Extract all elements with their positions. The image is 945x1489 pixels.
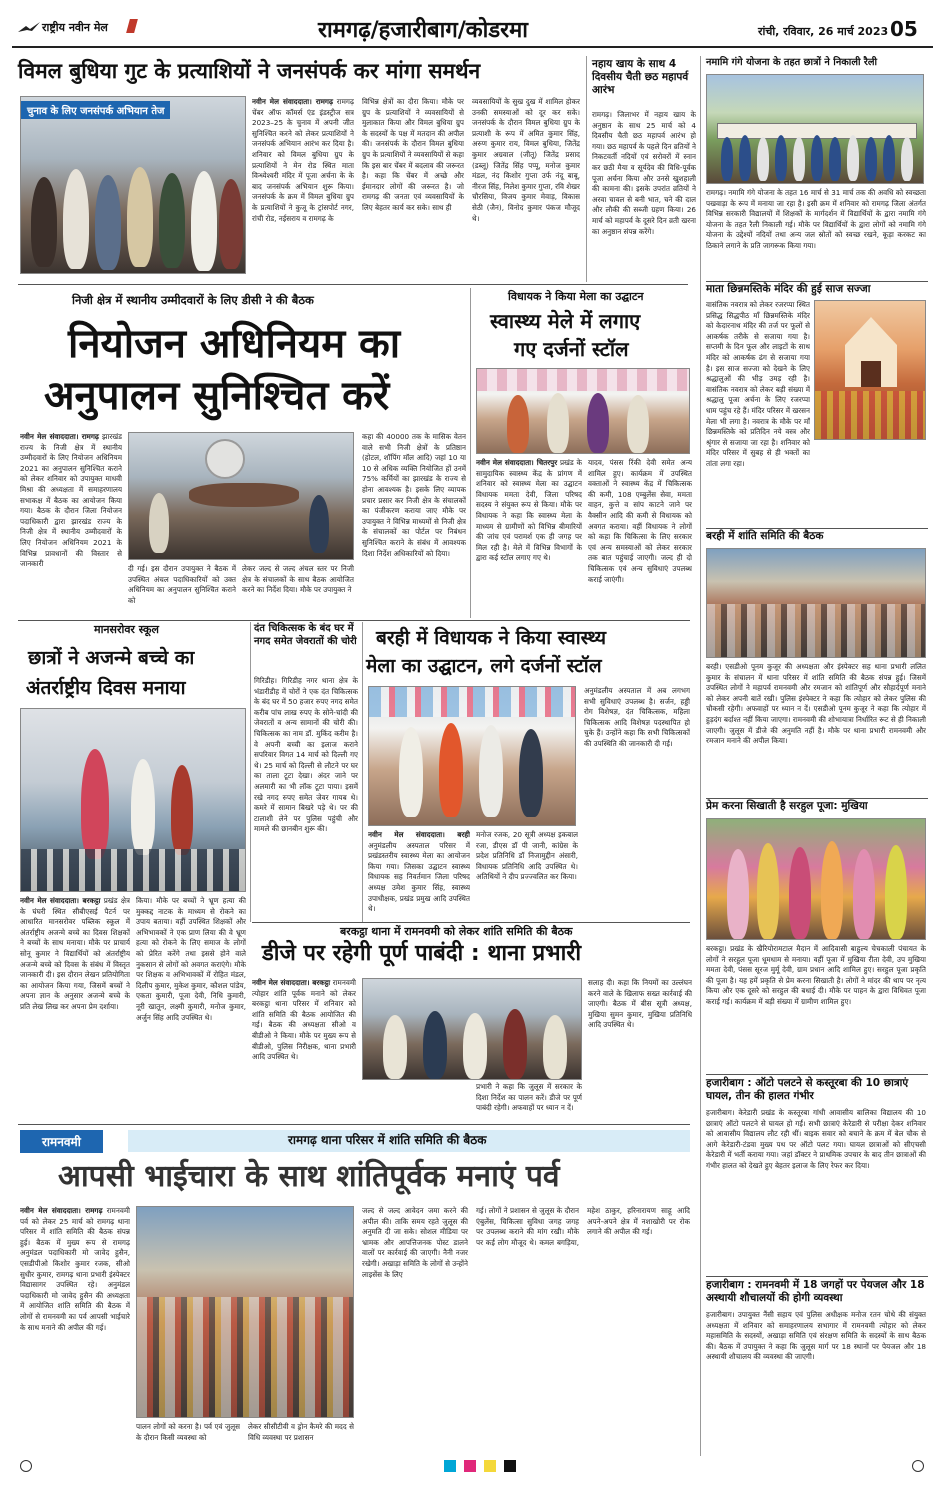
- story7-photo: [20, 708, 246, 892]
- story4-headline: माता छिन्नमस्तिके मंदिर की हुई साज सज्जा: [706, 283, 871, 295]
- story5-photo: [128, 432, 354, 560]
- registration-mark-icon: [912, 1460, 924, 1472]
- story6-kicker: विधायक ने किया मेला का उद्घाटन: [508, 290, 644, 303]
- story5-byline: नवीन मेल संवाददाता। रामगढ़: [20, 432, 99, 441]
- story1-byline: नवीन मेल संवाददाता। रामगढ़: [252, 97, 334, 106]
- page-number: 05: [890, 17, 918, 41]
- story12-byline: नवीन मेल संवाददाता। बरकट्ठा: [252, 978, 331, 987]
- story6-col2: यादव, पंसस रिंकी देवी समेत अन्य शामिल हुए। कार्यक्रम में उपस्थित वक्ताओं ने स्वास्थ्य केंद्र में चिकित्सक की कमी, 108 एम्बुलेंस सेवा, ममता वाहन, कुत्ते व सांप काटने जाने पर वैक्सीन आदि की कमी से विधायक को अवगत कराया। वहीं विधायक ने लोगों को कहा कि चिकित्सा के लिए सरकार एवं अन्य समस्याओं को लेकर सरकार तक बात पहुंचाई जाएगी। जल्द ही दो चिकित्सक एवं अन्य सुविधाएं उपलब्ध कराई जाएंगी।: [588, 458, 692, 584]
- story4-body-more: [706, 444, 926, 524]
- story5-headline-line1: नियोजन अधिनियम का: [68, 321, 401, 367]
- story5-col1: नवीन मेल संवाददाता। रामगढ़ झारखंड राज्य के निजी क्षेत्र में स्थानीय उम्मीदवारों के लिए नियोजन अधिनियम 2021 का अनुपालन सुनिश्चित कराने को लेकर शनिवार को उपायुक्त माधवी मिश्रा की अध्यक्षता में समाहरणालय सभाकक्ष में बैठक का आयोजन किया गया। बैठक के दौरान जिला नियोजन पदाधिकारी द्वारा झारखंड राज्य के निजी क्षेत्र में स्थानीय उम्मीदवारों के लिए नियोजन अधिनियम 2021 के विभिन्न प्रावधानों की विस्तार से जानकारी: [20, 432, 122, 569]
- masthead-rule: [12, 46, 933, 48]
- black-swatch: [504, 1460, 516, 1472]
- story12-headline: डीजे पर रहेगी पूर्ण पाबंदी : थाना प्रभारी: [262, 941, 582, 966]
- story2-body: रामगढ़। जिलाभर में नहाय खाय के अनुष्ठान के साथ 25 मार्च को 4 दिवसीय चैती छठ महापर्व आरंभ हो गया। छठ महापर्व के पहले दिन व्रतियों ने निकटवर्ती नदियों एवं सरोवरों में स्नान कर छठी मैया व सूर्यदेव की विधि-पूर्वक पूजा अर्चना किया और उनसे खुशहाली की कामना की। इसके उपरांत व्रतियों ने अरवा चावल से बनी भात, चने की दाल और लौकी की सब्जी ग्रहण किया। 26 मार्च को महापर्व के दूसरे दिन व्रती खरना का अनुष्ठान संपन्न करेंगे।: [592, 110, 696, 236]
- story14-body: हजारीबाग। उपायुक्त नैंसी सहाय एवं पुलिस अधीक्षक मनोज रतन चोथे की संयुक्त अध्यक्षता में शनिवार को समाहरणालय सभागार में रामनवमी त्योहार को लेकर महासमिति के सदस्यों, अखाड़ा समिति एवं संरक्षण समिति के सदस्यों के साथ बैठक की। बैठक में उपायुक्त ने कहा कि जुलूस मार्ग पर 18 स्थानों पर पेयजल और 18 अस्थायी शौचालय की व्यवस्था की जाएगी।: [706, 1310, 926, 1362]
- story1-col2: विभिन्न क्षेत्रों का दौरा किया। मौके पर ग्रुप के प्रत्याशियों ने व्यवसायियों से मुलाकात किया और विमल बुधिया ग्रुप के सदस्यों के पक्ष में मतदान की अपील की। जनसंपर्क के दौरान विमल बुधिया ग्रुप के प्रत्याशियों ने व्यवसायियों से कहा कि इस बार चेंबर में बदलाव की जरूरत है। कहा कि चेंबर में अच्छे और ईमानदार लोगों की जरूरत है। जो रामगढ़ की जनता एवं व्यवसायियों के लिए बेहतर कार्य कर सके। साथ ही: [362, 97, 464, 212]
- story10-photo: [706, 548, 926, 658]
- story15-kicker: रामगढ़ थाना परिसर में शांति समिति की बैठक: [288, 1133, 487, 1147]
- story12-col1: नवीन मेल संवाददाता। बरकट्ठा रामनवमी त्योहार शांति पूर्वक मनाने को लेकर बरकट्ठा थाना परिसर में शनिवार को शांति समिति की बैठक आयोजित की गई। बैठक की अध्यक्षता सीओ व बीडीओ ने किया। मौके पर मुख्य रूप से बीडीओ, पुलिस निरीक्षक, थाना प्रभारी आदि उपस्थित थे।: [252, 978, 356, 1062]
- story1-headline: विमल बुधिया गुट के प्रत्याशियों ने जनसंपर्क कर मांगा समर्थन: [18, 59, 481, 83]
- story15-col5: गई। लोगों ने प्रशासन से जुलूस के दौरान एंबुलेंस, चिकित्सा सुविधा जगह जगह पर उपलब्ध कराने की मांग रखी। मौके पर कई लोग मौजूद थे। कमल बगड़िया, महेश ठाकुर, हरिनारायण साहू आदि अपने-अपने क्षेत्र में नशाखोरी पर रोक लगाने की अपील की गई।: [476, 1206, 690, 1247]
- story9-col1: नवीन मेल संवाददाता। बरही अनुमंडलीय अस्पताल परिसर में प्रखंडस्तरीय स्वास्थ्य मेला का आयोजन किया गया। जिसका उद्घाटन स्वास्थ्य विधायक सह निवर्तमान जिला परिषद अध्यक्ष उमेश कुमार सिंह, स्वास्थ्य उपाधीक्षक, प्रखंड प्रमुख आदि उपस्थित थे।: [368, 830, 470, 914]
- story9-byline: नवीन मेल संवाददाता। बरही: [368, 830, 470, 839]
- story7-kicker: मानसरोवर स्कूल: [94, 623, 159, 636]
- story7-byline: नवीन मेल संवाददाता। बरकट्ठा: [20, 896, 101, 905]
- story15-col3: लेकर सीसीटीवी व ड्रोन कैमरे की मदद से विधि व्यवस्था पर प्रशासन: [248, 1422, 354, 1442]
- story15-photo: [136, 1206, 354, 1418]
- story4-photo: [814, 300, 926, 440]
- story5-col4: कहा की 40000 तक के मासिक वेतन वाले सभी निजी क्षेत्रों के प्रतिष्ठान (होटल, शॉपिंग मॉल आदि) जहां 10 या 10 से अधिक व्यक्ति नियोजित हों उनमें 75% कर्मियों का झारखंड के राज्य से होना आवश्यक है। इसके लिए व्यापक प्रचार प्रसार कर निजी क्षेत्र के संचालकों का पंजीकरण कराया जाए मौके पर उपायुक्त ने विभिन्न माध्यमों से निजी क्षेत्र के संचालकों का पोर्टल पर निबंधन सुनिश्चित कराने के संबंध में आवश्यक दिशा निर्देश अधिकारियों को दिया।: [362, 432, 466, 558]
- story9-photo: [368, 686, 576, 826]
- story15-col4: जल्द से जल्द आवेदन जमा करने की अपील की। ताकि समय रहते जुलूस की अनुमति दी जा सके। सोशल मीडिया पर भ्रामक और आपत्तिजनक पोस्ट डालने वालों पर कार्रवाई की जाएगी। नैनी नजर रखेगी। अखाड़ा समिति के लोगों से उन्होंने लाइसेंस के लिए: [362, 1206, 468, 1279]
- story13-headline: हजारीबाग : ऑटो पलटने से कस्तूरबा की 10 छात्राएं घायल, तीन की हालत गंभीर: [706, 1077, 909, 1102]
- story12-photo: [362, 978, 582, 1080]
- story1-col3: व्यवसायियों के सुख दुख में शामिल होकर उनकी समस्याओं को दूर कर सके। जनसंपर्क के दौरान विमल बुधिया ग्रुप के प्रत्याशी के रूप में अमित कुमार सिंह, अरुण कुमार राय, विमल बुधिया, जितेंद्र कुमार अग्रवाल (जीतू) जितेंद्र प्रसाद (डब्लू) जितेंद्र सिंह पप्पू, मनोज कुमार मंडल, नंद किशोर गुप्ता उर्फ नंदू बाबू, नीरज सिंह, निलेश कुमार गुप्ता, रवि शेखर चौरसिया, विजय कुमार मेवाड़, विकास सेठी (जैन), विनोद कुमार पंकज मौजूद थे।: [472, 97, 580, 223]
- story12-col3: सलाह दी। कहा कि नियमों का उल्लंघन करने वाले के खिलाफ सख्त कार्रवाई की जाएगी। बैठक में बीस सूत्री अध्यक्ष, मुखिया सुमन कुमार, मुखिया प्रतिनिधि आदि उपस्थित थे।: [588, 978, 692, 1030]
- story6-headline-line1: स्वास्थ्य मेले में लगाए: [490, 309, 641, 333]
- story11-photo: [706, 818, 926, 940]
- story6-col1: नवीन मेल संवाददाता। चितरपुर प्रखंड के सामुदायिक स्वास्थ्य केंद्र के प्रांगण में शनिवार को स्वास्थ्य मेला का उद्घाटन विधायक ममता देवी, जिला परिषद सदस्य ने संयुक्त रूप से किया। मौके पर विधायक ने कहा कि स्वास्थ्य मेला के माध्यम से ग्रामीणों को विभिन्न बीमारियों की जांच एवं परामर्श एक ही जगह पर मिल रही है। मेले में विभिन्न विभागों के द्वारा कई स्टॉल लगाए गए थे।: [476, 458, 582, 563]
- story5-headline-line2: अनुपालन सुनिश्चित करें: [44, 373, 390, 419]
- story8-body: गिरिडीह। गिरिडीह नगर थाना क्षेत्र के भंडारीडीह में चोरों ने एक दंत चिकित्सक के बंद घर में 50 हजार रुपए नगद समेत करीब पांच लाख रुपए के सोने-चांदी की जेवरातों व अन्य सामानों की चोरी की। चिकित्सक का नाम डॉ. मुकिंद करीम है। वे अपनी बच्ची का इलाज कराने सपरिवार विगत 14 मार्च को दिल्ली गए थे। 25 मार्च को दिल्ली से लौटने पर घर का ताला टूटा देखा। अंदर जाने पर अलमारी का भी लॉक टूटा पाया। इसमें रखे नगद रुपए समेत जेवर गायब थे। कमरे में सामान बिखरे पड़े थे। पर की टालाशी लेने पर पुलिस पहुंची और मामले की छानबीन शुरू की।: [254, 676, 358, 834]
- story10-headline: बरही में शांति समिति की बैठक: [706, 530, 824, 542]
- magenta-swatch: [464, 1460, 476, 1472]
- story15-tag: रामनवमी: [20, 1130, 103, 1153]
- story9-headline-line2: मेला का उद्घाटन, लगे दर्जनों स्टॉल: [366, 655, 602, 677]
- masthead: [0, 0, 945, 48]
- story11-headline: प्रेम करना सिखाती है सरहुल पूजा: मुखिया: [706, 800, 868, 812]
- dateline: रांची, रविवार, 26 मार्च 2023: [758, 25, 889, 38]
- story5-kicker: निजी क्षेत्र में स्थानीय उम्मीदवारों के लिए डीसी ने की बैठक: [72, 293, 314, 307]
- story1-photo: [20, 96, 246, 274]
- story15-headline: आपसी भाईचारा के साथ शांतिपूर्वक मनाएं पर्व: [58, 1159, 560, 1194]
- brand-name: राष्ट्रीय नवीन मेल: [42, 21, 108, 34]
- story15-byline: नवीन मेल संवाददाता। रामगढ़: [20, 1206, 103, 1215]
- story7-col1: नवीन मेल संवाददाता। बरकट्ठा प्रखंड क्षेत्र के घंघरी स्थित सीबीएसई पैटर्न पर आधारित मानसरोवर पब्लिक स्कूल में अंतर्राष्ट्रीय अजन्मे बच्चे का दिवस शिक्षकों ने बच्चों के साथ मनाया। मौके पर प्राचार्य सोनू कुमार ने विद्यार्थियों को अंतर्राष्ट्रीय अजन्मे बच्चे को दिवस के संबंध में विस्तृत जानकारी दी। इस दौरान लेखन प्रतियोगिता का आयोजन किया गया, जिसमें बच्चों ने अपना ज्ञान के अनुसार अजन्मे बच्चे के प्रति लेख लिख कर अपना प्रेम दर्शाया।: [20, 896, 130, 1011]
- story6-photo: [476, 368, 690, 454]
- story3-headline: नमामि गंगे योजना के तहत छात्रों ने निकाली रैली: [706, 57, 878, 68]
- story3-body: रामगढ़। नमामि गंगे योजना के तहत 16 मार्च से 31 मार्च तक की अवधि को स्वच्छता पखवाड़ा के रूप में मनाया जा रहा है। इसी क्रम में शनिवार को रामगढ़ जिला अंतर्गत विभिन्न सरकारी विद्यालयों में शिक्षकों के मार्गदर्शन में विद्यार्थियों के द्वारा नमामि गंगे योजना के तहत रैली निकाली गई। मौके पर विद्यार्थियों के द्वारा लोगों को नमामि गंगे योजना के उद्देश्यों नदियों तथा अन्य जल स्रोतों को स्वच्छ रखने, कूड़ा करकट का ठिकाने लगाने के प्रति जागरूक किया गया।: [706, 188, 926, 250]
- story11-body: बरकट्ठा। प्रखंड के खैरियोरामटाल मैदान में आदिवासी बाहुल्य चेचकाली पंचायत के लोगों ने सरहुल पूजा धूमधाम से मनाया। वहीं पूजा में मुखिया रीता देवी, उप मुखिया ममता देवी, पंसस सूरज मुर्मू देवी, ग्राम प्रधान आदि शामिल हुए। सरहुल पूजा प्रकृति की पूजा है। यह हमें प्रकृति से प्रेम करना सिखाती है। लोगों ने मांदर की थाप पर नृत्य किया और एक दूसरे को सरहुल की बधाई दी। मौके पर पाहन के द्वारा विधिवत पूजा कराई गई। कार्यक्रम में बड़ी संख्या में ग्रामीण शामिल हुए।: [706, 944, 926, 1006]
- story4-body: वासंतिक नवरात्र को लेकर रजरप्पा स्थित प्रसिद्ध सिद्धपीठ माँ छिन्नमस्तिके मंदिर को केदारनाथ मंदिर की तर्ज पर फूलों से आकर्षक तरीके से सजाया गया है। सप्तमी के दिन फूल और लाइटों के साथ मंदिर को आकर्षक ढंग से सजाया गया है। इस साज सज्जा को देखने के लिए श्रद्धालुओं की भीड़ उमड़ रही है। वासंतिक नवरात्र को लेकर बड़ी संख्या में श्रद्धालु पूजा अर्चना के लिए रजरप्पा धाम पहुंच रहे हैं। मंदिर परिसर में खरसन मेला भी लगा है। नवरात्र के मौके पर माँ छिन्नमस्तिके को प्रतिदिन नये वस्त्र और श्रृंगार से सजाया जा रहा है। शनिवार को मंदिर परिसर में सुबह से ही भक्तों का तांता लगा रहा।: [706, 300, 810, 468]
- cyan-swatch: [444, 1460, 456, 1472]
- yellow-swatch: [484, 1460, 496, 1472]
- story6-headline-line2: गए दर्जनों स्टॉल: [514, 337, 629, 361]
- story8-kicker: दंत चिकित्सक के बंद घर में नगद समेत जेवरातों की चोरी: [254, 623, 357, 647]
- story9-col2: मनोज रजक, 20 सूत्री अध्यक्ष इकबाल रजा, डीएस डॉ पी जानी, कांग्रेस के प्रदेश प्रतिनिधि डॉ निजामुद्दीन अंसारी, विधायक प्रतिनिधि आदि उपस्थित थे। अतिथियों ने दीप प्रज्ज्वलित कर किया।: [476, 830, 578, 882]
- story5-col3: लेकर जल्द से जल्द अंचल स्तर पर निजी क्षेत्र के संचालकों के साथ बैठक आयोजित करने का निर्देश दिया। मौके पर उपायुक्त ने: [242, 564, 354, 595]
- story12-col2: प्रभारी ने कहा कि जुलूस में सरकार के दिशा निर्देश का पालन करें। डीजे पर पूर्ण पाबंदी रहेगी। अफवाहों पर ध्यान न दें।: [476, 1082, 582, 1113]
- story12-kicker: बरकट्ठा थाना में रामनवमी को लेकर शांति समिति की बैठक: [340, 925, 573, 938]
- story7-headline-line1: छात्रों ने अजन्मे बच्चे का: [28, 647, 195, 669]
- section-title: रामगढ़/हजारीबाग/कोडरमा: [318, 18, 528, 43]
- story1-caption: चुनाव के लिए जनसंपर्क अभियान तेज: [21, 101, 170, 119]
- registration-mark-icon: [20, 1460, 32, 1472]
- story9-headline-line1: बरही में विधायक ने किया स्वास्थ्य: [376, 627, 607, 649]
- story7-headline-line2: अंतर्राष्ट्रीय दिवस मनाया: [26, 677, 186, 699]
- story15-col2: पालन लोगों को करना है। पर्व एवं जुलूस के दौरान किसी व्यवस्था को: [136, 1422, 240, 1442]
- story13-body: हजारीबाग। केरेडारी प्रखंड के कस्तूरबा गांधी आवासीय बालिका विद्यालय की 10 छात्राएं ऑटो पलटने से घायल हो गईं। सभी छात्राएं केरेडारी से परीक्षा देकर शनिवार को आवासीय विद्यालय लौट रही थीं। बाइक सवार को बचाने के क्रम में बेल चौक से आगे केरेडारी-टंडवा मुख्य पथ पर ऑटो पलट गया। घायल छात्राओं को सीएचसी केरेडारी में भर्ती कराया गया। जहां डॉक्टर ने प्राथमिक उपचार के बाद तीन छात्राओं की गंभीर हालत को देखते हुए बेहतर इलाज के लिए रेफर कर दिया।: [706, 1108, 926, 1170]
- story9-col3: अनुमंडलीय अस्पताल में अब लगभग सभी सुविधाएं उपलब्ध है। सर्जन, हड्डी रोग विशेषज्ञ, दंत चिकित्सक, महिला चिकित्सक आदि विशेषज्ञ पदस्थापित हो चुके हैं। उन्होंने कहा कि सभी चिकित्सकों की उपस्थिति की जानकारी दी गई।: [584, 686, 690, 748]
- story2-headline: नहाय खाय के साथ 4 दिवसीय चैती छठ महापर्व आरंभ: [592, 58, 689, 96]
- story10-body: बरही। एसडीओ पूनम कुजूर की अध्यक्षता और इंस्पेक्टर सह थाना प्रभारी ललित कुमार के संचालन में थाना परिसर में शांति समिति की बैठक संपन्न हुई। जिसमें उपस्थित लोगों ने महापर्व रामनवमी और रमजान को शांतिपूर्ण और सौहार्दपूर्ण मनाने को लेकर अपनी बातें रखी। पुलिस इंस्पेक्टर ने कहा कि त्योहार को लेकर पुलिस की चौकसी रहेगी। अफवाहों पर ध्यान न दें। एसडीओ पूनम कुजूर ने कहा कि त्योहार में हुड़दंग बर्दाश्त नहीं किया जाएगा। रामनवमी की शोभायात्रा निर्धारित रूट से ही निकाली जाएगी। जुलूस में डीजे की अनुमति नहीं है। मौके पर थाना प्रभारी रामनवमी और रमजान मनाने की अपील किया।: [706, 662, 926, 746]
- story3-photo: [706, 74, 924, 184]
- story1-col1: नवीन मेल संवाददाता। रामगढ़ रामगढ़ चेंबर ऑफ कॉमर्स एंड इंडस्ट्रीज सत्र 2023–25 के चुनाव में अपनी जीत सुनिश्चित करने को लेकर प्रत्याशियों ने जनसंपर्क अभियान आरंभ कर दिया है। शनिवार को विमल बुधिया ग्रुप के प्रत्याशियों ने मेन रोड स्थित माता विन्ध्‍येश्वरी मंदिर में पूजा अर्चना के के बाद जनसंपर्क अभियान शुरू किया। जनसंपर्क के क्रम में विमल बुधिया ग्रुप के प्रत्याशियों ने कुजू के ट्रांसपोर्ट नगर, रांची रोड, नईसराय व रामगढ़ के: [252, 97, 354, 223]
- story14-headline: हजारीबाग : रामनवमी में 18 जगहों पर पेयजल और 18 अस्थायी शौचालयों की होगी व्यवस्था: [706, 1279, 925, 1304]
- bird-logo-icon: [18, 19, 40, 31]
- print-registration-bar: [0, 1456, 945, 1476]
- story6-byline: नवीन मेल संवाददाता। चितरपुर: [476, 458, 558, 467]
- brand-mark-icon: [126, 19, 138, 33]
- story15-col1: नवीन मेल संवाददाता। रामगढ़ रामनवमी पर्व को लेकर 25 मार्च को रामगढ़ थाना परिसर में शांति समिति की बैठक संपन्न हुई। बैठक में मुख्य रूप से रामगढ़ अनुमंडल पदाधिकारी मो जावेद हुसैन, एसडीपीओ किशोर कुमार रजक, सीओ सुधीर कुमार, रामगढ़ थाना प्रभारी इंस्पेक्टर विद्यासागर उपस्थित रहे। अनुमंडल पदाधिकारी मो जावेद हुसैन की अध्यक्षता में आयोजित शांति समिति की बैठक में लोगों से रामनवमी का पर्व आपसी भाईचारे के साथ मनाने की अपील की गई।: [20, 1206, 130, 1332]
- story7-col2: किया। मौके पर बच्चों ने भ्रूण हत्या की मुक्कद्द नाटक के माध्यम से रोकने का उपाय बताया। वहीं उपस्थित शिक्षकों और अभिभावकों ने एक प्राण लिया की वे भ्रूण हत्या को रोकने के लिए समाज के लोगों को प्रेरित करेंगे तथा इससे होने वाले नुकसान से लोगों को अवगत कराएंगे। मौके पर शिक्षक व अभिभावकों में रोहित मंडल, दिलीप कुमार, मुकेश कुमार, कौशल पांडेय, एकता कुमारी, पूजा देवी, निधि कुमारी, नूरी खातून, लक्ष्मी कुमारी, मनोज कुमार, अर्जुन सिंह आदि उपस्थित थे।: [136, 896, 246, 1022]
- story5-col2: दी गई। इस दौरान उपायुक्त ने बैठक में उपस्थित अंचल पदाधिकारियों को उक्त अधिनियम का अनुपालन सुनिश्चित कराने को: [128, 564, 236, 605]
